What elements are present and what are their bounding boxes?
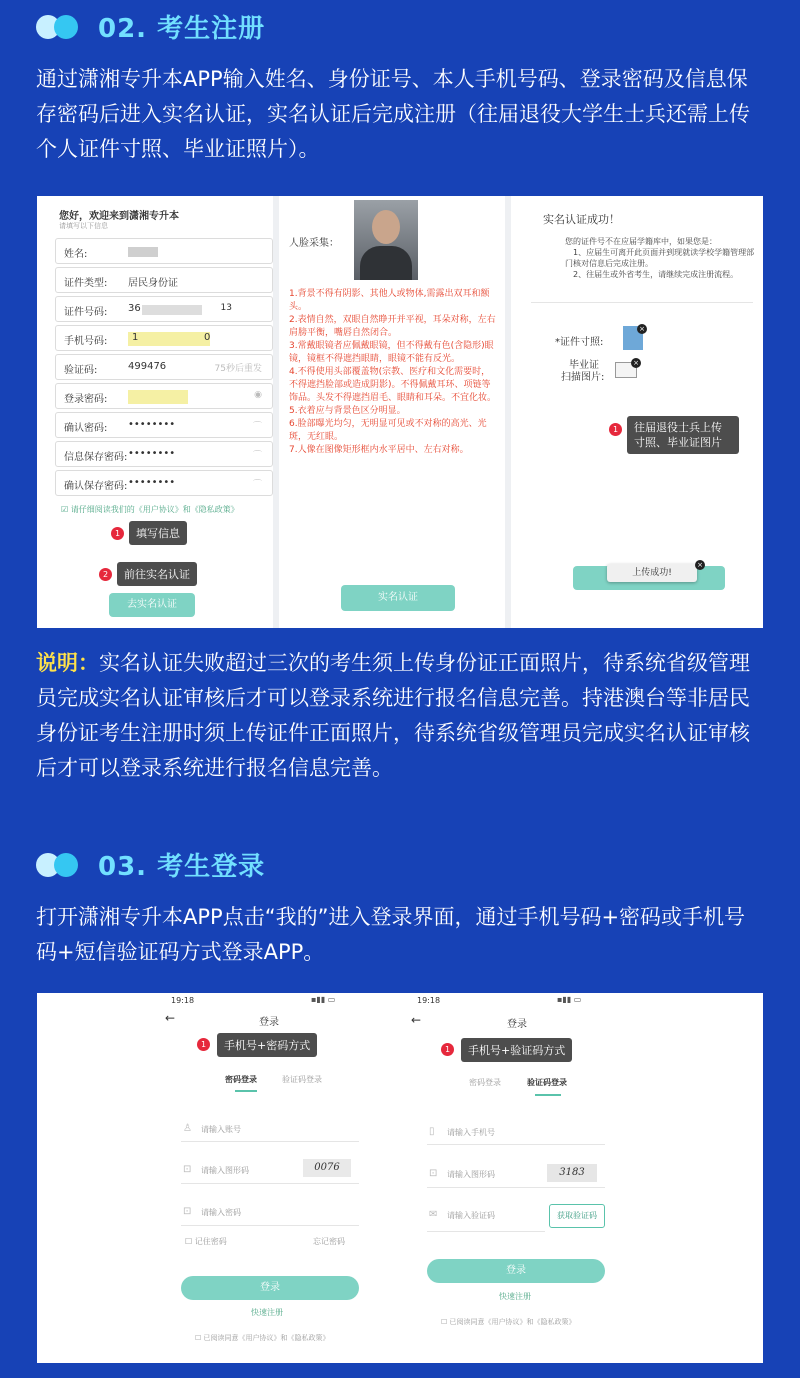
go-verify-button[interactable]: 去实名认证: [109, 593, 195, 617]
forgot-password-link[interactable]: 忘记密码: [313, 1237, 345, 1246]
photo-label: *证件寸照:: [555, 337, 604, 348]
info-save-password-field[interactable]: 信息保存密码: •••••••• ⌒: [55, 441, 273, 467]
welcome-subtext: 请填写以下信息: [59, 222, 108, 230]
back-arrow-icon[interactable]: ←: [165, 1011, 176, 1025]
step-1-badge: 1: [111, 527, 124, 540]
lock-icon: ⊡: [183, 1164, 192, 1175]
image-code-input[interactable]: 请输入图形码: [201, 1166, 249, 1175]
lock-icon: ⊡: [183, 1206, 192, 1217]
cert-label-1: 毕业证: [569, 360, 599, 371]
confirm-save-password-field[interactable]: 确认保存密码: •••••••• ⌒: [55, 470, 273, 496]
password-login-phone: [161, 993, 375, 1363]
remove-icon[interactable]: ×: [631, 358, 641, 368]
back-arrow-icon[interactable]: ←: [411, 1013, 422, 1027]
step-1-badge: 1: [441, 1043, 454, 1056]
eye-icon: ◉: [254, 390, 262, 400]
verify-success-panel: [511, 196, 763, 628]
status-time: 19:18: [171, 996, 195, 1005]
page-title: 登录: [507, 1019, 527, 1030]
section-title-02: [36, 8, 265, 45]
mail-icon: ✉: [429, 1209, 438, 1220]
captcha-image[interactable]: 0076: [303, 1159, 351, 1177]
phone-field[interactable]: 手机号码: 1 0: [55, 325, 273, 351]
tip-password-mode: 手机号+密码方式: [217, 1033, 317, 1057]
note-paragraph: 说明：实名认证失败超过三次的考生须上传身份证正面照片，待系统省级管理员完成实名认证审核后才可以登录系统进行报名信息完善。持港澳台等非居民身份证考生注册时须上传证件正面照片，待系统省级管理员完成实名认证审核后才可以登录系统进行报名信息完善。: [36, 651, 750, 780]
quick-register-link[interactable]: 快速注册: [499, 1292, 531, 1301]
notice-text: 您的证件号不在应届学籍库中，如果您是： 1、应届生可离开此页面并到现就读学校学籍管理部门核对信息后完成注册。 2、往届生或外省考生，请继续完成注册流程。: [565, 237, 755, 279]
agree-checkbox[interactable]: ☐ 已阅读同意《用户协议》和《隐私政策》: [195, 1334, 330, 1342]
page-title: 登录: [259, 1017, 279, 1028]
status-icons: ▪▮▮ ▭: [311, 995, 336, 1004]
step-1-badge: 1: [609, 423, 622, 436]
status-time: 19:18: [417, 996, 441, 1005]
password-input[interactable]: 请输入密码: [201, 1208, 241, 1217]
registration-screenshot: [37, 196, 763, 628]
name-field[interactable]: 姓名:: [55, 238, 273, 264]
agree-checkbox[interactable]: ☐ 已阅读同意《用户协议》和《隐私政策》: [441, 1318, 576, 1326]
tab-code-login[interactable]: 验证码登录: [527, 1078, 567, 1087]
quick-register-link[interactable]: 快速注册: [251, 1308, 283, 1317]
status-icons: ▪▮▮ ▭: [557, 995, 582, 1004]
eye-icon: ⌒: [252, 422, 262, 432]
close-icon[interactable]: ×: [695, 560, 705, 570]
eye-icon: ⌒: [252, 451, 262, 461]
upload-success-toast: 上传成功!: [607, 564, 697, 582]
verify-code-field[interactable]: 验证码: 499476 75秒后重发: [55, 354, 273, 380]
bullet-dots-icon: [36, 851, 86, 879]
get-code-button[interactable]: 获取验证码: [549, 1204, 605, 1228]
tab-password-login[interactable]: 密码登录: [469, 1078, 501, 1087]
user-icon: ♙: [183, 1123, 192, 1134]
phone-icon: ▯: [429, 1126, 435, 1137]
face-photo: [354, 200, 418, 280]
face-capture-panel: [279, 196, 505, 628]
tip-go-verify: 前往实名认证: [117, 562, 197, 586]
confirm-password-field[interactable]: 确认密码: •••••••• ⌒: [55, 412, 273, 438]
login-button[interactable]: 登录: [181, 1276, 359, 1300]
face-label: 人脸采集：: [289, 238, 339, 249]
image-code-input[interactable]: 请输入图形码: [447, 1170, 495, 1179]
tip-upload-photos: 往届退役士兵上传 寸照、毕业证图片: [627, 416, 739, 454]
bullet-dots-icon: [36, 13, 86, 41]
phone-input[interactable]: 请输入手机号: [447, 1128, 495, 1137]
tip-code-mode: 手机号+验证码方式: [461, 1038, 572, 1062]
account-input[interactable]: 请输入账号: [201, 1125, 241, 1134]
captcha-image[interactable]: 3183: [547, 1164, 597, 1182]
tab-code-login[interactable]: 验证码登录: [282, 1075, 322, 1084]
login-screenshot: [37, 993, 763, 1363]
step-2-badge: 2: [99, 568, 112, 581]
id-number-field[interactable]: 证件号码: 36 13: [55, 296, 273, 322]
code-input[interactable]: 请输入验证码: [447, 1211, 495, 1220]
eye-icon: ⌒: [252, 480, 262, 490]
tab-password-login[interactable]: 密码登录: [225, 1075, 257, 1084]
tip-fill-info: 填写信息: [129, 521, 187, 545]
section-02-paragraph: 通过潇湘专升本APP输入姓名、身份证号、本人手机号码、登录密码及信息保存密码后进入实名认证，实名认证后完成注册（往届退役大学生士兵还需上传个人证件寸照、毕业证照片）。: [36, 67, 750, 161]
step-1-badge: 1: [197, 1038, 210, 1051]
success-text: 实名认证成功！: [543, 213, 620, 226]
lock-icon: ⊡: [429, 1168, 438, 1179]
remove-icon[interactable]: ×: [637, 324, 647, 334]
register-form-panel: [37, 196, 273, 628]
section-03-paragraph: 打开潇湘专升本APP点击“我的”进入登录界面，通过手机号码+密码或手机号码+短信验证码方式登录APP。: [36, 905, 746, 964]
id-type-field[interactable]: 证件类型: 居民身份证: [55, 267, 273, 293]
welcome-text: 您好，欢迎来到潇湘专升本: [59, 211, 179, 222]
login-button[interactable]: 登录: [427, 1259, 605, 1283]
section-title-text: 03. 考生登录: [98, 852, 266, 882]
section-title-03: [36, 846, 265, 883]
verify-button[interactable]: 实名认证: [341, 585, 455, 611]
code-login-phone: [407, 993, 621, 1363]
agree-checkbox[interactable]: ☑ 请仔细阅读我们的《用户协议》和《隐私政策》: [61, 505, 239, 514]
photo-rules-text: 1.背景不得有阴影、其他人或物体,需露出双耳和额头。 2.表情自然，双眼自然睁开并平视，耳朵对称，左右肩膀平衡，嘴唇自然闭合。 3.常戴眼镜者应佩戴眼镜，但不得戴有色(含隐形)眼镜，镜框不得遮挡眼睛，眼镜不能有反光。 4.不得使用头部覆盖物(宗教、医疗和文化需要时，不得遮挡脸部或造成阴影)。不得佩戴耳环、项链等饰品。头发不得遮挡眉毛、眼睛和耳朵。不宜化妆。 5.衣着应与背景色区分明显。 6.脸部曝光均匀，无明显可见或不对称的高光、光斑，无红眼。 7.人像在图像矩形框内水平居中、左右对称。: [289, 289, 497, 455]
section-title-text: 02. 考生注册: [98, 14, 266, 44]
cert-label-2: 扫描图片:: [561, 372, 605, 383]
remember-password-checkbox[interactable]: ☐ 记住密码: [185, 1237, 227, 1246]
login-password-field[interactable]: 登录密码: ◉: [55, 383, 273, 409]
